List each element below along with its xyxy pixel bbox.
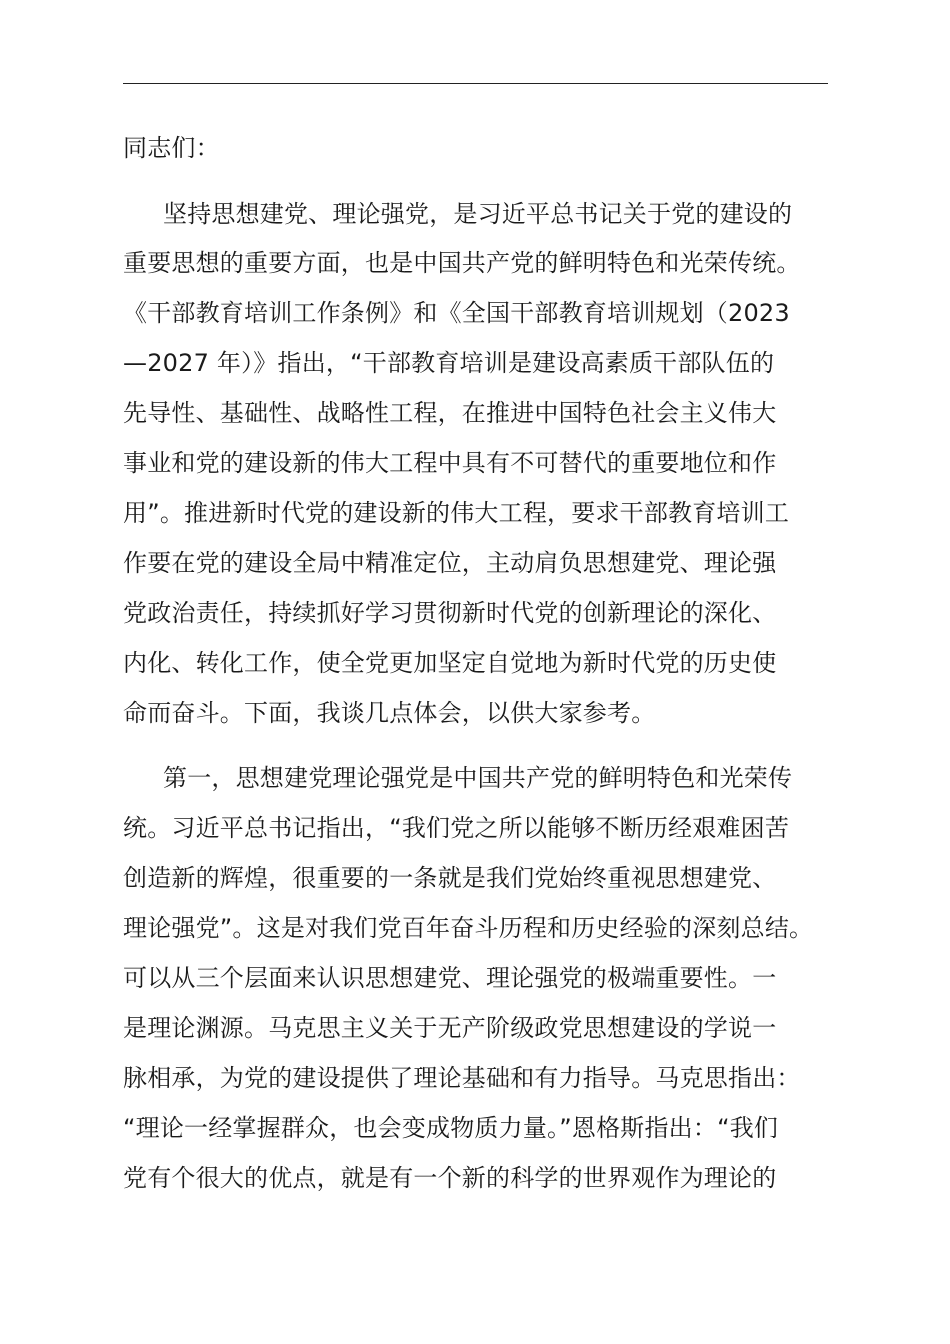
paragraph-1-line-4: —2027 年）》指出，“干部教育培训是建设高素质干部队伍的 — [123, 349, 775, 377]
paragraph-2-line-6: 是理论渊源。马克思主义关于无产阶级政党思想建设的学说一 — [123, 1014, 777, 1042]
paragraph-1-line-5: 先导性、基础性、战略性工程，在推进中国特色社会主义伟大 — [123, 399, 777, 427]
paragraph-1-line-7: 用”。推进新时代党的建设新的伟大工程，要求干部教育培训工 — [123, 499, 790, 527]
paragraph-1-line-9: 党政治责任，持续抓好学习贯彻新时代党的创新理论的深化、 — [123, 599, 777, 627]
paragraph-2-line-1: 第一，思想建党理论强党是中国共产党的鲜明特色和光荣传 — [163, 764, 793, 792]
paragraph-2-line-4: 理论强党”。这是对我们党百年奋斗历程和历史经验的深刻总结。 — [123, 914, 814, 942]
paragraph-2-line-5: 可以从三个层面来认识思想建党、理论强党的极端重要性。一 — [123, 964, 777, 992]
paragraph-2-line-3: 创造新的辉煌，很重要的一条就是我们党始终重视思想建党、 — [123, 864, 777, 892]
salutation: 同志们： — [123, 134, 220, 162]
paragraph-1-line-2: 重要思想的重要方面，也是中国共产党的鲜明特色和光荣传统。 — [123, 249, 801, 277]
paragraph-1-line-1: 坚持思想建党、理论强党，是习近平总书记关于党的建设的 — [163, 200, 793, 228]
paragraph-2-line-8: “理论一经掌握群众，也会变成物质力量。”恩格斯指出：“我们 — [123, 1114, 779, 1142]
paragraph-1-line-10: 内化、转化工作，使全党更加坚定自觉地为新时代党的历史使 — [123, 649, 777, 677]
paragraph-2-line-7: 脉相承，为党的建设提供了理论基础和有力指导。马克思指出： — [123, 1064, 801, 1092]
paragraph-1-line-11: 命而奋斗。下面，我谈几点体会，以供大家参考。 — [123, 699, 656, 727]
header-rule — [123, 83, 828, 84]
paragraph-2-line-9: 党有个很大的优点，就是有一个新的科学的世界观作为理论的 — [123, 1164, 777, 1192]
paragraph-1-line-8: 作要在党的建设全局中精准定位，主动肩负思想建党、理论强 — [123, 549, 777, 577]
paragraph-1-line-3: 《干部教育培训工作条例》和《全国干部教育培训规划（2023 — [123, 299, 790, 327]
paragraph-2-line-2: 统。习近平总书记指出，“我们党之所以能够不断历经艰难困苦 — [123, 814, 790, 842]
paragraph-1-line-6: 事业和党的建设新的伟大工程中具有不可替代的重要地位和作 — [123, 449, 777, 477]
